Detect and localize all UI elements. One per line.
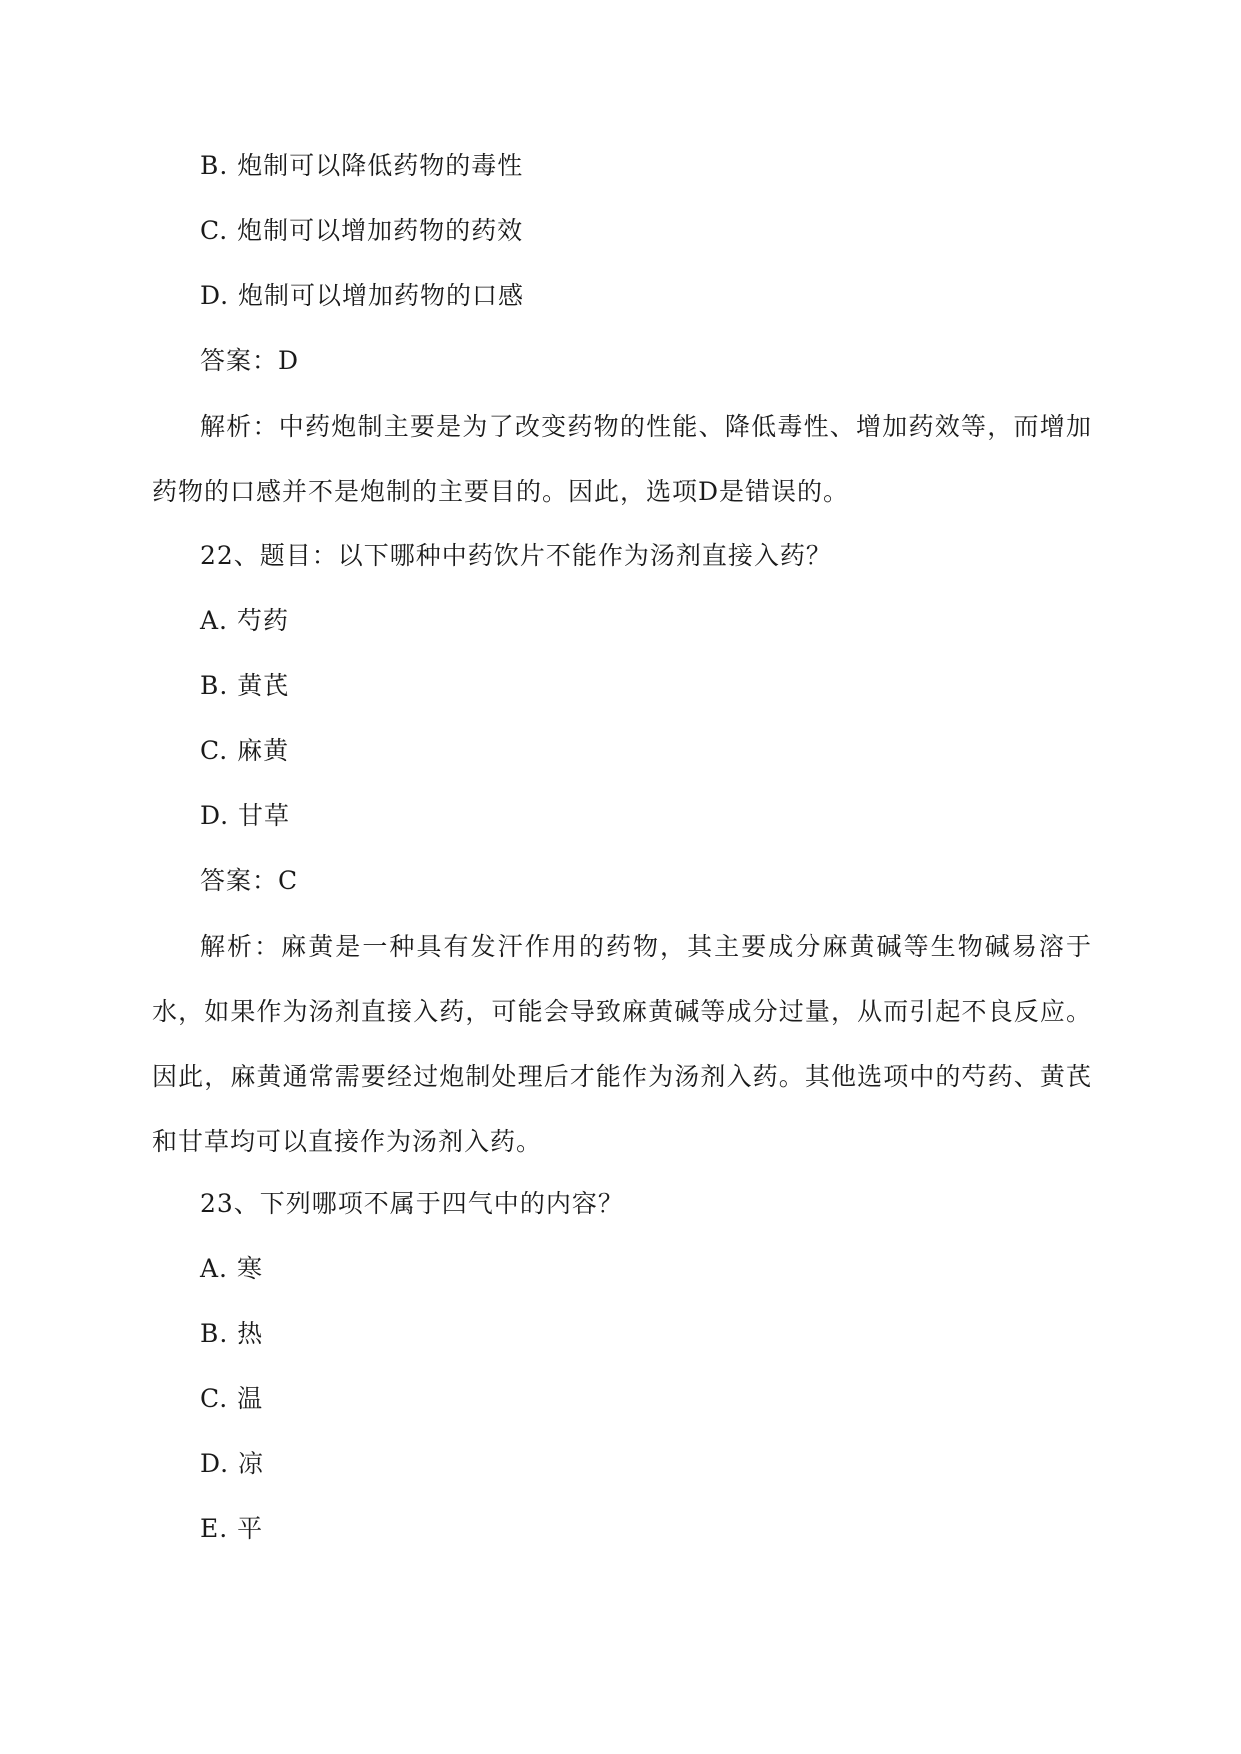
q22-analysis: 解析：麻黄是一种具有发汗作用的药物，其主要成分麻黄碱等生物碱易溶于水，如果作为汤剂直接入药，可能会导致麻黄碱等成分过量，从而引起不良反应。因此，麻黄通常需要经过炮制处理后才能作为汤剂入药。其他选项中的芍药、黄芪和甘草均可以直接作为汤剂入药。 bbox=[152, 932, 1092, 1156]
q22-option-a: A. 芍药 bbox=[200, 606, 289, 635]
q23-option-c: C. 温 bbox=[200, 1384, 264, 1413]
q21-analysis: 解析：中药炮制主要是为了改变药物的性能、降低毒性、增加药效等，而增加药物的口感并不是炮制的主要目的。因此，选项D是错误的。 bbox=[152, 412, 1092, 506]
q21-option-c: C. 炮制可以增加药物的药效 bbox=[200, 216, 524, 245]
q23-question: 23、下列哪项不属于四气中的内容？ bbox=[200, 1189, 624, 1218]
q23-option-d: D. 凉 bbox=[200, 1449, 265, 1478]
q21-answer: 答案：D bbox=[200, 346, 300, 375]
q21-option-d: D. 炮制可以增加药物的口感 bbox=[200, 281, 525, 310]
q23-option-a: A. 寒 bbox=[200, 1254, 263, 1283]
q22-option-c: C. 麻黄 bbox=[200, 736, 290, 765]
q22-option-d: D. 甘草 bbox=[200, 801, 291, 830]
q23-option-e: E. 平 bbox=[200, 1514, 264, 1543]
q22-answer: 答案：C bbox=[200, 866, 299, 895]
q21-option-b: B. 炮制可以降低药物的毒性 bbox=[200, 151, 524, 180]
q22-option-b: B. 黄芪 bbox=[200, 671, 290, 700]
q23-option-b: B. 热 bbox=[200, 1319, 264, 1348]
q22-question: 22、题目：以下哪种中药饮片不能作为汤剂直接入药？ bbox=[200, 541, 832, 570]
